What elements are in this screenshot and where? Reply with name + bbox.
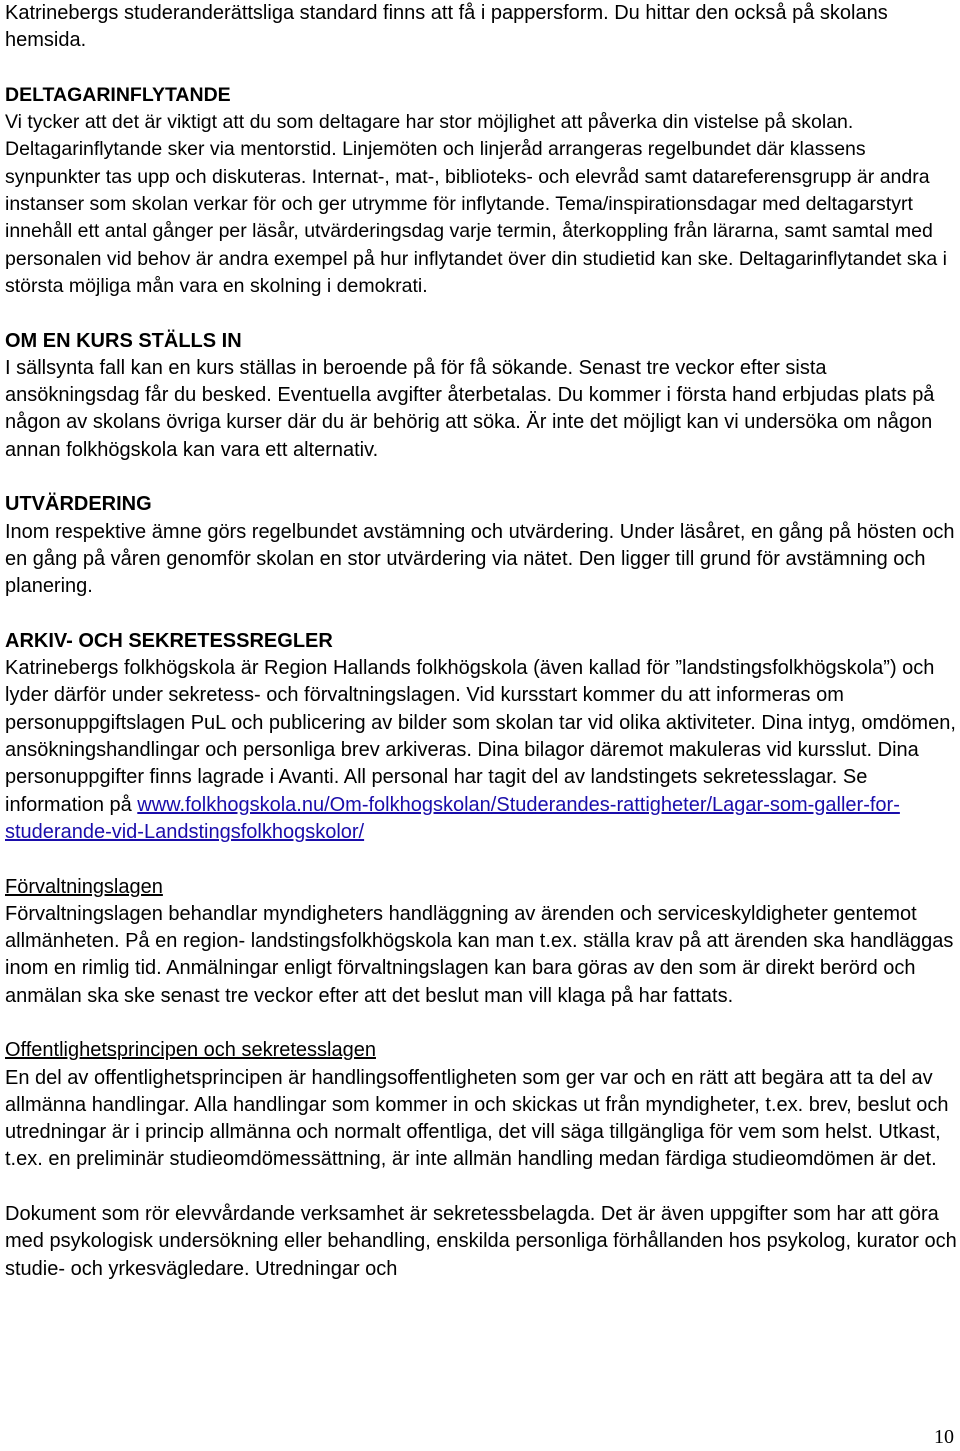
section-offentlighet bbox=[5, 1037, 957, 1173]
page-number: 10 bbox=[934, 1426, 954, 1448]
spacer bbox=[5, 300, 957, 327]
forvaltningslagen-heading: Förvaltningslagen bbox=[5, 875, 163, 898]
om-en-kurs-text: I sällsynta fall kan en kurs ställas in beroende på för få sökande. Senast tre veckor efter sista ansökningsdag får du besked. Eventuella avgifter återbetalas. Du kommer i första hand erbjudas plats på någon av skolans övriga kurser där du är behörig att söka. Är inte det möjligt kan vi undersöka om någon annan folkhögskola kan vara ett alternativ. bbox=[5, 356, 935, 461]
spacer bbox=[5, 55, 957, 82]
offentlighet-text: En del av offentlighetsprincipen är handlingsoffentligheten som ger var och en rätt att begära att ta del av allmänna handlingar. Alla handlingar som kommer in och skickas ut från myndigheter, t.ex. brev, beslut och utredningar är i princip allmänna och normalt offentliga, det vill säga tillgängliga för vem som helst. Utkast, t.ex. en preliminär studieomdömessättning, är inte allmän handling medan färdiga studieomdömen är det. bbox=[5, 1066, 949, 1171]
offentlighet-heading: Offentlighetsprincipen och sekretesslagen bbox=[5, 1039, 376, 1062]
section-arkiv bbox=[5, 628, 957, 846]
section-utvardering bbox=[5, 491, 957, 600]
spacer bbox=[5, 601, 957, 628]
spacer bbox=[5, 1174, 957, 1201]
section-dokument: Dokument som rör elevvårdande verksamhet är sekretessbelagda. Det är även uppgifter som har att göra med psykologisk undersökning eller behandling, enskilda personliga förhållanden hos psykolog, kurator och studie- och yrkesvägledare. Utredningar och bbox=[5, 1203, 957, 1280]
folkhogskola-link[interactable]: www.folkhogskola.nu/Om-folkhogskolan/Studerandes-rattigheter/Lagar-som-galler-for-studerande-vid-Landstingsfolkhogskolor/ bbox=[5, 793, 900, 843]
arkiv-text: Katrinebergs folkhögskola är Region Hallands folkhögskola (även kallad för ”landstingsfolkhögskola”) och lyder därför under sekretess- och förvaltningslagen. Vid kursstart kommer du att informeras om personuppgiftslagen PuL och publicering av bilder som skolan tar vid olika aktiviteter. Dina intyg, omdömen, ansökningshandlingar och personliga brev arkiveras. Dina bilagor däremot makuleras vid kursslut. Dina personuppgifter finns lagrade i Avanti. All personal har tagit del av landstingets sekretesslagar. Se information på bbox=[5, 657, 956, 816]
section-forvaltningslagen bbox=[5, 874, 957, 1010]
utvardering-text: Inom respektive ämne görs regelbundet avstämning och utvärdering. Under läsåret, en gång på hösten och en gång på våren genomför skolan en stor utvärdering via nätet. Den ligger till grund för avstämning och planering. bbox=[5, 520, 955, 598]
forvaltningslagen-text: Förvaltningslagen behandlar myndigheters handläggning av ärenden och serviceskyldigheter gentemot allmänheten. På en region- landstingsfolkhögskola kan man t.ex. ställa krav på att ärenden ska handläggas inom en rimlig tid. Anmälningar enligt förvaltningslagen kan bara göras av den som är direkt berörd och anmälan ska ske senast tre veckor efter att det beslut man vill klaga på har fattats. bbox=[5, 902, 954, 1007]
section-deltagarinflytande bbox=[5, 82, 957, 300]
spacer bbox=[5, 846, 957, 873]
document-page bbox=[5, 0, 957, 1283]
intro-paragraph: Katrinebergs studeranderättsliga standard finns att få i pappersform. Du hittar den också på skolans hemsida. bbox=[5, 2, 888, 52]
section-om-en-kurs bbox=[5, 328, 957, 464]
utvardering-heading: UTVÄRDERING bbox=[5, 493, 152, 516]
spacer bbox=[5, 1010, 957, 1037]
om-en-kurs-heading: OM EN KURS STÄLLS IN bbox=[5, 329, 242, 352]
arkiv-heading: ARKIV- OCH SEKRETESSREGLER bbox=[5, 629, 333, 652]
deltagarinflytande-text: Vi tycker att det är viktigt att du som deltagare har stor möjlighet att påverka din vistelse på skolan. Deltagarinflytande sker via mentorstid. Linjemöten och linjeråd arrangeras regelbundet där klassens synpunkter tas upp och diskuteras. Internat-, mat-, biblioteks- och elevråd samt datareferensgrupp är andra instanser som skolan verkar för och ger utrymme för inflytande. Tema/inspirationsdagar med deltagarstyrt innehåll ett antal gånger per läsår, utvärderingsdag varje termin, återkoppling från lärarna, samt samtal med personalen vid behov är andra exempel på hur inflytandet över din studietid kan ske. Deltagarinflytandet ska i största möjliga mån vara en skolning i demokrati. bbox=[5, 111, 947, 297]
deltagarinflytande-heading: DELTAGARINFLYTANDE bbox=[5, 83, 231, 106]
spacer bbox=[5, 464, 957, 491]
